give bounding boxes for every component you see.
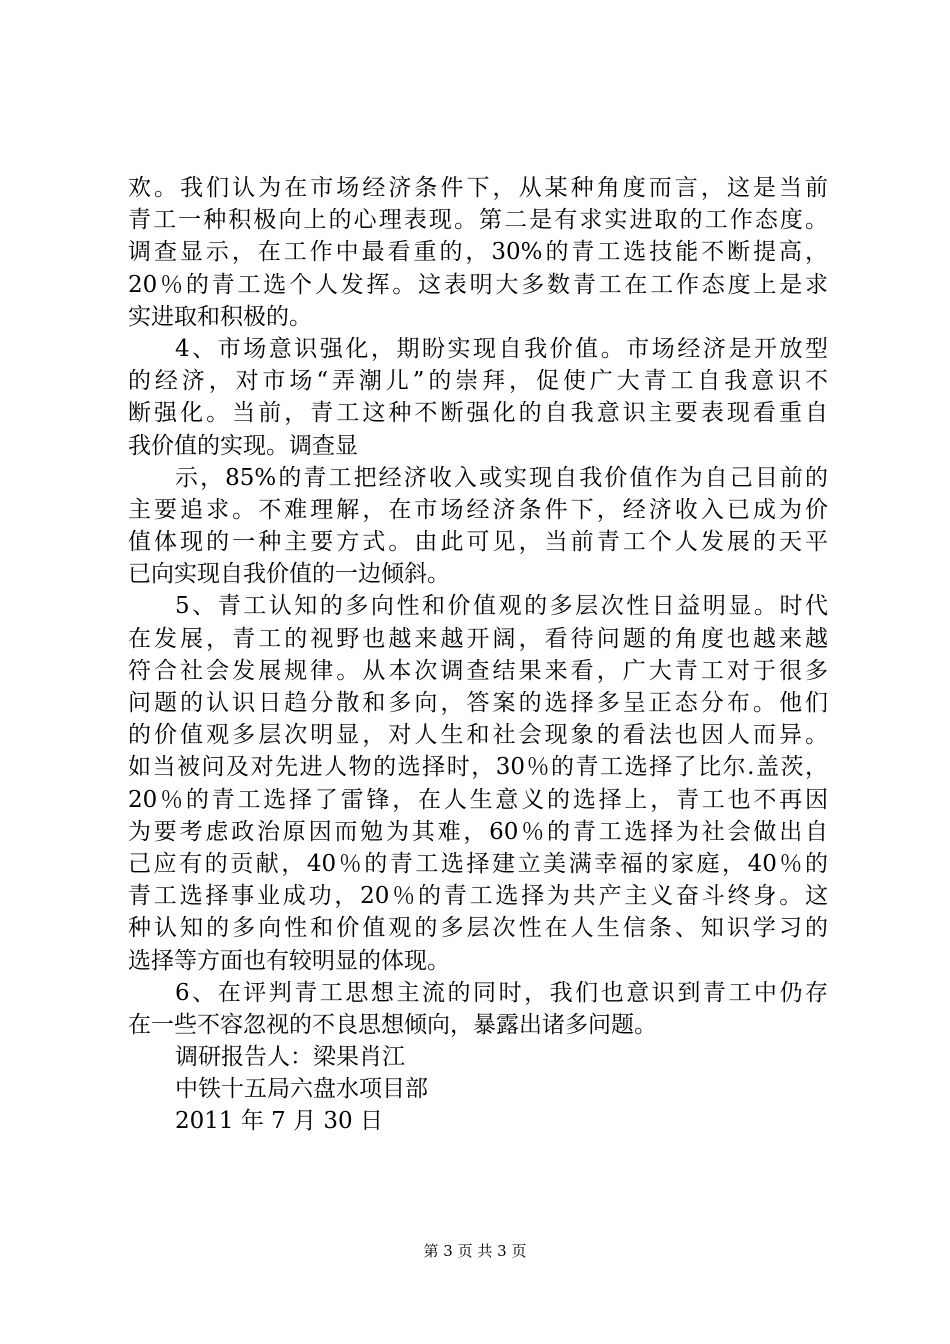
text-line: 中铁十五局六盘水项目部 (175, 1076, 428, 1103)
text-line: 己应有的贡献，40％的青工选择建立美满幸福的家庭，40％的 (128, 850, 828, 877)
text-line: 符合社会发展规律。从本次调查结果来看，广大青工对于很多 (128, 657, 828, 684)
text-line: 调查显示，在工作中最看重的，30%的青工选技能不断提高， (128, 239, 828, 266)
text-line: 值体现的一种主要方式。由此可见，当前青工个人发展的天平 (128, 529, 828, 556)
text-line: 青工选择事业成功，20％的青工选择为共产主义奋斗终身。这 (128, 883, 828, 910)
text-line: 已向实现自我价值的一边倾斜。 (128, 561, 450, 588)
text-line: 的经济，对市场“弄潮儿”的崇拜，促使广大青工自我意识不 (128, 368, 828, 395)
text-line: 6、在评判青工思想主流的同时，我们也意识到青工中仍存 (175, 979, 828, 1006)
text-line: 种认知的多向性和价值观的多层次性在人生信条、知识学习的 (128, 915, 828, 942)
text-line: 的价值观多层次明显，对人生和社会现象的看法也因人而异。 (128, 722, 828, 749)
text-line: 我价值的实现。调查显 (128, 432, 358, 459)
text-line: 青工一种积极向上的心理表现。第二是有求实进取的工作态度。 (128, 207, 828, 234)
text-line: 示，85%的青工把经济收入或实现自我价值作为自己目前的 (175, 464, 828, 491)
text-line: 问题的认识日趋分散和多向，答案的选择多呈正态分布。他们 (128, 690, 828, 716)
text-line: 调研报告人：梁果肖江 (175, 1044, 405, 1071)
text-line: 20％的青工选个人发挥。这表明大多数青工在工作态度上是求 (128, 271, 828, 298)
text-line: 断强化。当前，青工这种不断强化的自我意识主要表现看重自 (128, 400, 828, 427)
document-body (128, 172, 828, 1138)
text-line: 在一些不容忽视的不良思想倾向，暴露出诸多问题。 (128, 1011, 657, 1038)
text-line: 在发展，青工的视野也越来越开阔，看待问题的角度也越来越 (128, 625, 828, 652)
text-line: 主要追求。不难理解，在市场经济条件下，经济收入已成为价 (128, 496, 828, 523)
text-line: 如当被问及对先进人物的选择时，30％的青工选择了比尔.盖茨， (128, 754, 828, 781)
text-line: 4、市场意识强化，期盼实现自我价值。市场经济是开放型 (175, 335, 828, 362)
text-line: 为要考虑政治原因而勉为其难，60％的青工选择为社会做出自 (128, 818, 828, 845)
text-line: 5、青工认知的多向性和价值观的多层次性日益明显。时代 (175, 593, 828, 620)
text-line: 实进取和积极的。 (128, 303, 312, 330)
text-line: 选择等方面也有较明显的体现。 (128, 947, 450, 974)
text-line: 欢。我们认为在市场经济条件下，从某种角度而言，这是当前 (128, 175, 828, 201)
text-line: 20％的青工选择了雷锋，在人生意义的选择上，青工也不再因 (128, 786, 828, 813)
page-footer: 第 3 页 共 3 页 (423, 1242, 527, 1260)
text-line: 2011 年 7 月 30 日 (175, 1108, 383, 1135)
